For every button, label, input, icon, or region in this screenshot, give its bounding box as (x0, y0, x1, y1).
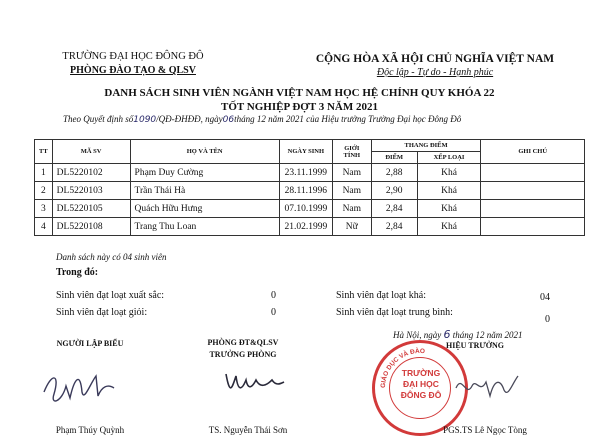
col-header-masv: MÃ SV (52, 140, 130, 164)
cell-rank: Khá (417, 218, 481, 236)
motto: Độc lập - Tự do - Hạnh phúc (376, 67, 494, 78)
document-title-line1: DANH SÁCH SINH VIÊN NGÀNH VIỆT NAM HỌC HỆ CHÍNH QUY KHÓA 22 (104, 87, 495, 99)
col-header-grade-group: THANG ĐIỂM (371, 140, 481, 152)
cell-dob: 07.10.1999 (279, 200, 332, 218)
cell-tt: 1 (35, 164, 53, 182)
cell-note (481, 218, 585, 236)
cell-tt: 3 (35, 200, 53, 218)
col-header-gender: GIỚI TÍNH (332, 140, 371, 164)
decision-line (63, 114, 461, 125)
table-row (35, 200, 585, 218)
stamp-center-text (390, 368, 452, 401)
cell-gender: Nam (332, 164, 371, 182)
national-header (285, 52, 585, 80)
cell-tt: 2 (35, 182, 53, 200)
good-value: 0 (271, 307, 276, 318)
col-header-rank: XẾP LOẠI (417, 152, 481, 164)
cell-gender: Nam (332, 182, 371, 200)
rector-title: HIỆU TRƯỞNG (445, 341, 504, 350)
head-signature (222, 366, 288, 396)
cell-name: Trang Thu Loan (130, 218, 279, 236)
school-name: TRƯỜNG ĐẠI HỌC ĐÔNG ĐÔ (62, 51, 204, 62)
cell-score: 2,88 (371, 164, 417, 182)
decision-prefix: Theo Quyết định số (63, 114, 134, 124)
preparer-title: NGƯỜI LẬP BIỂU (56, 339, 124, 348)
cell-gender: Nam (332, 200, 371, 218)
place-date-day: 6 (443, 328, 451, 341)
stamp-inner-ring (389, 357, 451, 419)
fair-label: Sinh viên đạt loạt khá: (336, 290, 426, 301)
excellent-value: 0 (271, 290, 276, 301)
department-name: PHÒNG ĐÀO TẠO & QLSV (70, 65, 196, 76)
table-row (35, 182, 585, 200)
head-name: TS. Nguyễn Thái Sơn (208, 425, 288, 435)
place-date-suffix: tháng 12 năm 2021 (452, 330, 523, 340)
cell-masv: DL5220103 (52, 182, 130, 200)
school-header (18, 50, 248, 78)
rector-name: PGS.TS Lê Ngọc Tòng (443, 425, 527, 435)
stamp-line2: ĐẠI HỌC (403, 379, 439, 389)
decision-middle: /QĐ-ĐHĐĐ, ngày (156, 114, 223, 124)
cell-score: 2,84 (371, 218, 417, 236)
preparer-signature (38, 362, 118, 410)
col-header-note: GHI CHÚ (481, 140, 585, 164)
cell-dob: 23.11.1999 (279, 164, 332, 182)
col-header-score: ĐIỂM (371, 152, 417, 164)
cell-rank: Khá (417, 164, 481, 182)
stamp-line1: TRƯỜNG (401, 368, 441, 378)
cell-rank: Khá (417, 200, 481, 218)
cell-dob: 28.11.1996 (279, 182, 332, 200)
country-name: CỘNG HÒA XÃ HỘI CHỦ NGHĨA VIỆT NAM (315, 53, 555, 65)
cell-gender: Nữ (332, 218, 371, 236)
col-header-name: HỌ VÀ TÊN (130, 140, 279, 164)
average-value: 0 (545, 314, 550, 325)
cell-masv: DL5220108 (52, 218, 130, 236)
cell-masv: DL5220105 (52, 200, 130, 218)
place-date (393, 328, 523, 341)
in-which-label: Trong đó: (56, 267, 99, 278)
cell-note (481, 182, 585, 200)
rector-signature (452, 368, 522, 402)
cell-note (481, 200, 585, 218)
stamp-ring-label: GIÁO DỤC VÀ ĐÀO (379, 347, 426, 389)
count-line: Danh sách này có 04 sinh viên (56, 252, 167, 262)
document-title-line2: TỐT NGHIỆP ĐỢT 3 NĂM 2021 (221, 101, 378, 113)
head-title-line1: PHÒNG ĐT&QLSV (207, 338, 279, 347)
cell-score: 2,84 (371, 200, 417, 218)
cell-dob: 21.02.1999 (279, 218, 332, 236)
decision-number: 1090 (133, 115, 157, 125)
col-header-dob: NGÀY SINH (279, 140, 332, 164)
cell-masv: DL5220102 (52, 164, 130, 182)
excellent-label: Sinh viên đạt loạt xuất sắc: (56, 290, 165, 301)
fair-value: 04 (540, 292, 550, 303)
average-label: Sinh viên đạt loạt trung bình: (336, 307, 453, 318)
stamp-line3: ĐÔNG ĐÔ (400, 390, 442, 400)
cell-rank: Khá (417, 182, 481, 200)
good-label: Sinh viên đạt loạt giỏi: (56, 307, 148, 318)
head-title-line2: TRƯỞNG PHÒNG (209, 350, 277, 359)
cell-name: Trần Thái Hà (130, 182, 279, 200)
preparer-name: Phạm Thúy Quỳnh (55, 425, 125, 435)
decision-day: 06 (222, 115, 235, 125)
cell-name: Quách Hữu Hưng (130, 200, 279, 218)
place-date-prefix: Hà Nội, ngày (393, 330, 442, 340)
col-header-tt: TT (35, 140, 53, 164)
cell-tt: 4 (35, 218, 53, 236)
decision-suffix: tháng 12 năm 2021 của Hiệu trưởng Trường Đại học Đông Đô (234, 114, 462, 124)
student-table (34, 139, 585, 236)
table-row (35, 218, 585, 236)
cell-note (481, 164, 585, 182)
table-row (35, 164, 585, 182)
cell-name: Phạm Duy Cường (130, 164, 279, 182)
cell-score: 2,90 (371, 182, 417, 200)
